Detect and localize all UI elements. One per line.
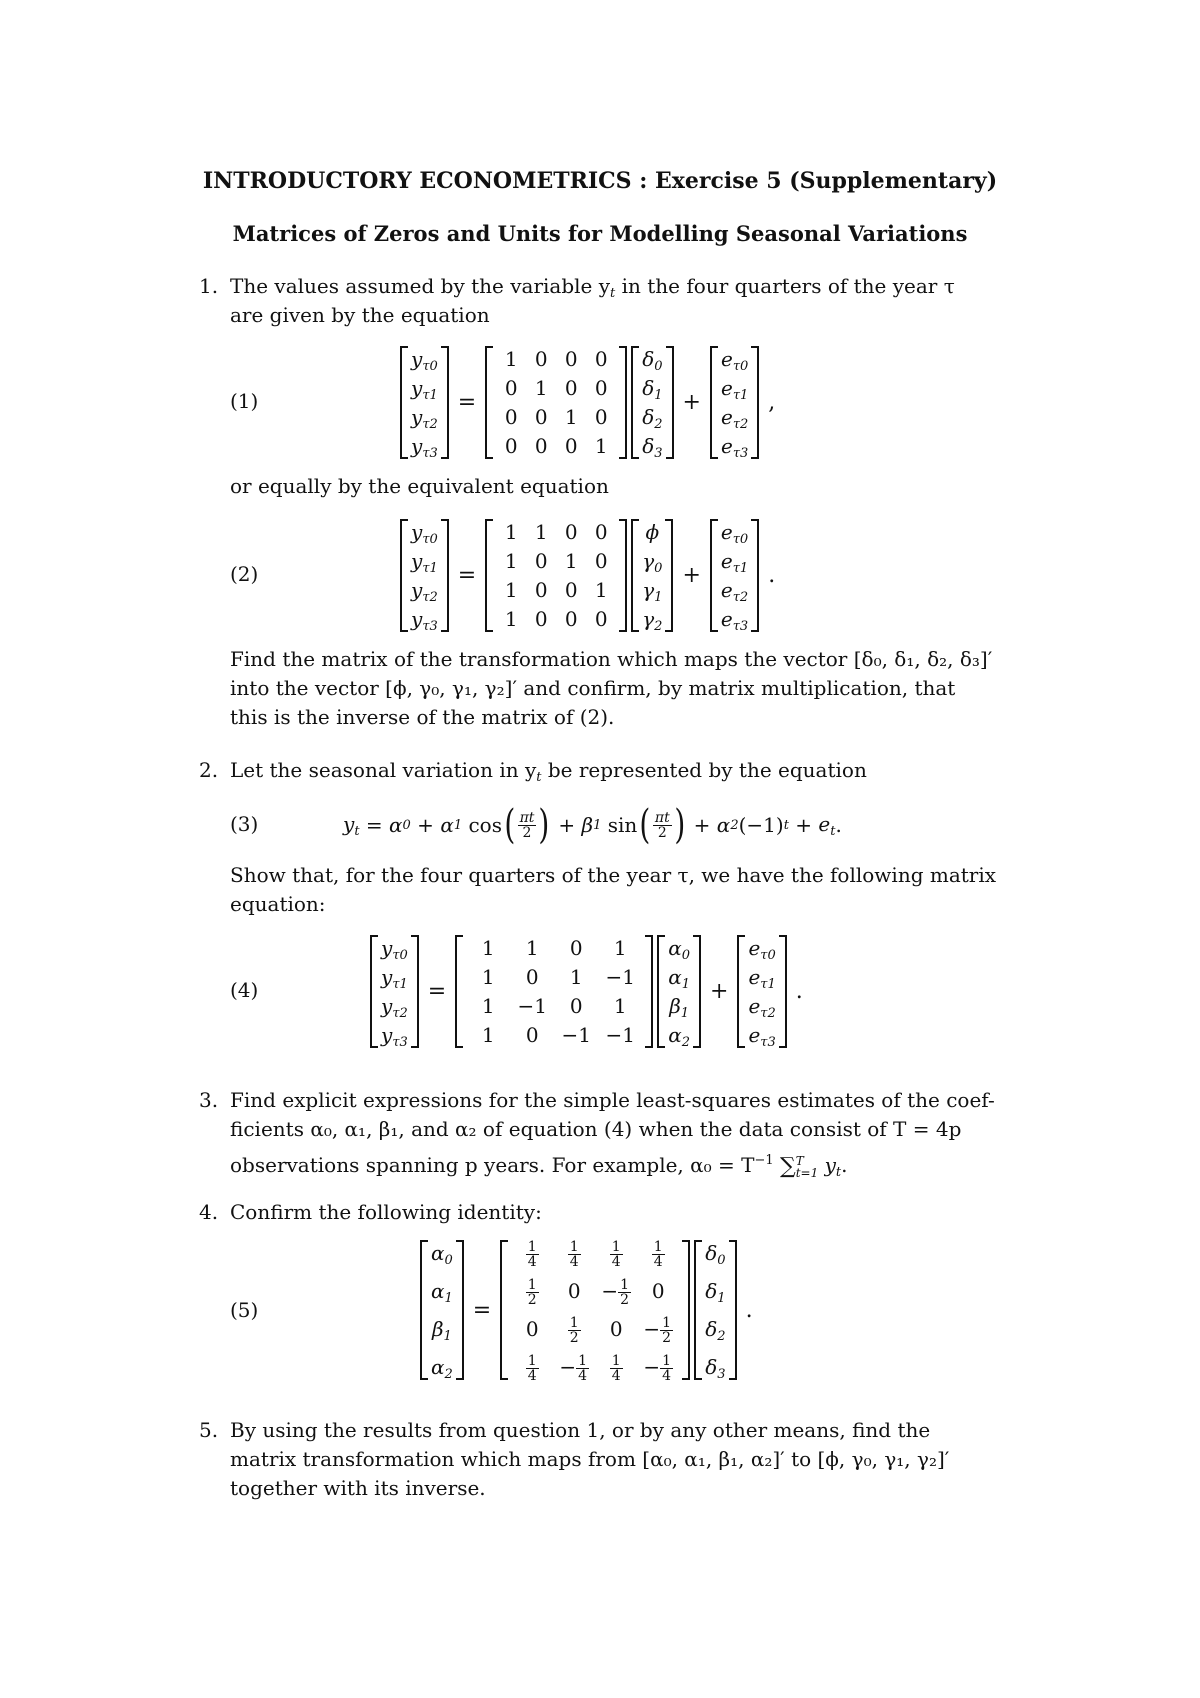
coefficient-matrix (485, 519, 627, 632)
lhs-vector (420, 1240, 464, 1380)
plus-sign: + (710, 978, 729, 1004)
parameter-vector (694, 1240, 736, 1380)
parameter-vector-entry: ϕ (645, 519, 660, 544)
coefficient-matrix-cell: 1 (504, 606, 518, 631)
coefficient-matrix-cell: 1 (564, 548, 578, 573)
coefficient-matrix-cell: 1 (594, 433, 608, 458)
error-vector-entry: $e_{\tau 1}$ (720, 548, 749, 576)
q3-line2: ficients α₀, α₁, β₁, and α₂ of equation (4) when the data consist of T = 4p (230, 1117, 962, 1141)
lhs-vector-entry: $y_{\tau 1}$ (381, 964, 408, 992)
lhs-vector-entry: $y_{\tau 1}$ (411, 548, 438, 576)
lhs-vector-entry: $y_{\tau 1}$ (411, 375, 438, 403)
coefficient-matrix (500, 1239, 690, 1384)
q1-intro: The values assumed by the variable $y_t$ in the four quarters of the year τ (230, 274, 955, 301)
coefficient-matrix-cell: 0 (651, 1279, 665, 1303)
coefficient-matrix-cell: $\frac{1}{4}$ (611, 1353, 621, 1384)
error-vector-entry: $e_{\tau 2}$ (720, 404, 749, 432)
coefficient-matrix-cell: 0 (504, 375, 518, 400)
coefficient-matrix-cell: 0 (525, 1317, 539, 1341)
lhs-vector-entry: $\beta_1$ (431, 1317, 452, 1344)
coefficient-matrix-cell: 1 (481, 964, 495, 989)
coefficient-matrix-cell: 1 (481, 1022, 495, 1047)
coefficient-matrix-cell: 1 (504, 548, 518, 573)
coefficient-matrix-cell: 0 (534, 346, 548, 371)
q5-line2: matrix transformation which maps from [α₀, α₁, β₁, α₂]′ to [ϕ, γ₀, γ₁, γ₂]′ (230, 1447, 950, 1471)
coefficient-matrix-cell: 1 (481, 993, 495, 1018)
coefficient-matrix-cell: − $\frac{1}{4}$ (559, 1353, 588, 1384)
coefficient-matrix-cell: 0 (534, 433, 548, 458)
parameter-vector-entry: $\gamma_1$ (642, 577, 663, 605)
error-vector-entry: $e_{\tau 0}$ (720, 519, 749, 547)
coefficient-matrix-cell: 0 (504, 433, 518, 458)
coefficient-matrix-cell: 1 (613, 993, 627, 1018)
lhs-vector (400, 519, 449, 632)
coefficient-matrix-cell: 1 (525, 935, 539, 960)
eq2-label: (2) (230, 562, 259, 586)
parameter-vector-entry: $\delta_2$ (705, 1317, 726, 1344)
coefficient-matrix-cell: −1 (561, 1022, 591, 1047)
lhs-vector-entry: $y_{\tau 3}$ (411, 606, 438, 634)
q3-line1: Find explicit expressions for the simple least-squares estimates of the coef- (230, 1088, 995, 1112)
coefficient-matrix-cell: 0 (564, 519, 578, 544)
coefficient-matrix-cell: 1 (564, 404, 578, 429)
punctuation: . (768, 562, 776, 588)
parameter-vector-entry: $\gamma_2$ (642, 606, 663, 634)
coefficient-matrix-cell: − $\frac{1}{4}$ (643, 1353, 672, 1384)
parameter-vector-entry: $\delta_0$ (642, 346, 663, 374)
coefficient-matrix-cell: 1 (504, 519, 518, 544)
punctuation: . (745, 1297, 753, 1323)
equals-sign: = (427, 978, 447, 1004)
equals-sign: = (457, 562, 477, 588)
coefficient-matrix-cell: 0 (594, 346, 608, 371)
coefficient-matrix-cell: 0 (569, 935, 583, 960)
parameter-vector-entry: $\delta_2$ (642, 404, 663, 432)
coefficient-matrix-cell: 0 (564, 375, 578, 400)
q2-intro: Let the seasonal variation in $y_t$ be represented by the equation (230, 758, 867, 785)
coefficient-matrix-cell: $\frac{1}{2}$ (569, 1315, 579, 1346)
lhs-vector (370, 935, 419, 1048)
coefficient-matrix-cell: 1 (481, 935, 495, 960)
coefficient-matrix-cell: 0 (594, 375, 608, 400)
error-vector-entry: $e_{\tau 1}$ (748, 964, 776, 992)
coefficient-matrix-cell: 0 (534, 577, 548, 602)
coefficient-matrix-cell: $\frac{1}{4}$ (569, 1239, 579, 1270)
coefficient-matrix-cell: 0 (564, 346, 578, 371)
parameter-vector-entry: $\alpha_2$ (668, 1022, 691, 1050)
coefficient-matrix-cell: 0 (564, 606, 578, 631)
error-vector-entry: $e_{\tau 3}$ (720, 433, 749, 461)
punctuation: , (768, 389, 776, 415)
error-vector (737, 935, 786, 1048)
parameter-vector-entry: $\alpha_0$ (668, 935, 691, 963)
document-title: INTRODUCTORY ECONOMETRICS : Exercise 5 (Supplementary) (202, 168, 998, 194)
q4-number: 4. (199, 1200, 219, 1224)
lhs-vector-entry: $\alpha_2$ (431, 1355, 453, 1382)
coefficient-matrix-cell: $\frac{1}{4}$ (611, 1239, 621, 1270)
equation-2 (400, 519, 784, 634)
eq1-label: (1) (230, 389, 259, 413)
lhs-vector-entry: $\alpha_0$ (431, 1241, 453, 1268)
lhs-vector-entry: $y_{\tau 0}$ (411, 519, 438, 547)
q3-number: 3. (199, 1088, 219, 1112)
q1-find-line3: this is the inverse of the matrix of (2). (230, 705, 615, 729)
error-vector-entry: $e_{\tau 0}$ (720, 346, 749, 374)
coefficient-matrix-cell: $\frac{1}{4}$ (527, 1353, 537, 1384)
equation-4 (370, 935, 812, 1050)
coefficient-matrix (455, 935, 653, 1048)
equation-5 (420, 1239, 762, 1384)
parameter-vector (631, 346, 673, 459)
q2-number: 2. (199, 758, 219, 782)
lhs-vector (400, 346, 449, 459)
coefficient-matrix-cell: 0 (564, 433, 578, 458)
q4-line1: Confirm the following identity: (230, 1200, 542, 1224)
coefficient-matrix-cell: 0 (504, 404, 518, 429)
coefficient-matrix-cell: 0 (594, 548, 608, 573)
q1-find-line1: Find the matrix of the transformation which maps the vector [δ₀, δ₁, δ₂, δ₃]′ (230, 647, 993, 671)
q1-find-line2: into the vector [ϕ, γ₀, γ₁, γ₂]′ and confirm, by matrix multiplication, that (230, 676, 956, 700)
coefficient-matrix-cell: 1 (594, 577, 608, 602)
q2-show-line1: Show that, for the four quarters of the year τ, we have the following matrix (230, 863, 997, 887)
coefficient-matrix-cell: 0 (594, 606, 608, 631)
q3-line3: observations spanning p years. For example, $\alpha_0 = T^{-1}$ ∑ T t=1 $y_t$. (230, 1153, 848, 1180)
parameter-vector-entry: $\delta_1$ (705, 1279, 726, 1306)
q2-show-line2: equation: (230, 892, 326, 916)
coefficient-matrix-cell: 0 (594, 519, 608, 544)
coefficient-matrix-cell: − $\frac{1}{2}$ (643, 1315, 672, 1346)
lhs-vector-entry: $\alpha_1$ (431, 1279, 453, 1306)
lhs-vector-entry: $y_{\tau 2}$ (411, 577, 438, 605)
parameter-vector-entry: $\delta_3$ (705, 1355, 726, 1382)
lhs-vector-entry: $y_{\tau 2}$ (381, 993, 408, 1021)
q5-line3: together with its inverse. (230, 1476, 486, 1500)
equals-sign: = (472, 1297, 492, 1323)
parameter-vector-entry: $\delta_0$ (705, 1241, 726, 1268)
error-vector-entry: $e_{\tau 0}$ (748, 935, 776, 963)
coefficient-matrix-cell: 0 (594, 404, 608, 429)
error-vector-entry: $e_{\tau 3}$ (748, 1022, 776, 1050)
coefficient-matrix-cell: 1 (534, 375, 548, 400)
coefficient-matrix-cell: 0 (534, 404, 548, 429)
error-vector-entry: $e_{\tau 3}$ (720, 606, 749, 634)
coefficient-matrix-cell: 0 (525, 964, 539, 989)
lhs-vector-entry: $y_{\tau 3}$ (411, 433, 438, 461)
coefficient-matrix-cell: 0 (525, 1022, 539, 1047)
equals-sign: = (457, 389, 477, 415)
coefficient-matrix-cell: −1 (517, 993, 547, 1018)
coefficient-matrix-cell: −1 (605, 1022, 635, 1047)
error-vector (710, 346, 759, 459)
error-vector-entry: $e_{\tau 1}$ (720, 375, 749, 403)
coefficient-matrix (485, 346, 627, 459)
coefficient-matrix-cell: 0 (609, 1317, 623, 1341)
error-vector-entry: $e_{\tau 2}$ (720, 577, 749, 605)
coefficient-matrix-cell: $\frac{1}{4}$ (527, 1239, 537, 1270)
lhs-vector-entry: $y_{\tau 0}$ (381, 935, 408, 963)
parameter-vector-entry: $\beta_1$ (669, 993, 690, 1021)
parameter-vector-entry: $\delta_1$ (642, 375, 663, 403)
q5-number: 5. (199, 1418, 219, 1442)
coefficient-matrix-cell: $\frac{1}{4}$ (653, 1239, 663, 1270)
parameter-vector (657, 935, 701, 1048)
parameter-vector-entry: $\delta_3$ (642, 433, 663, 461)
plus-sign: + (682, 562, 701, 588)
coefficient-matrix-cell: $\frac{1}{2}$ (527, 1277, 537, 1308)
document-subtitle: Matrices of Zeros and Units for Modelling Seasonal Variations (232, 221, 968, 246)
equation-1 (400, 346, 784, 461)
q1-connector: or equally by the equivalent equation (230, 474, 609, 498)
coefficient-matrix-cell: 1 (534, 519, 548, 544)
coefficient-matrix-cell: 1 (613, 935, 627, 960)
parameter-vector-entry: $\gamma_0$ (642, 548, 663, 576)
coefficient-matrix-cell: 0 (534, 548, 548, 573)
coefficient-matrix-cell: 0 (564, 577, 578, 602)
coefficient-matrix-cell: 1 (504, 346, 518, 371)
parameter-vector-entry: $\alpha_1$ (668, 964, 691, 992)
coefficient-matrix-cell: 1 (504, 577, 518, 602)
error-vector-entry: $e_{\tau 2}$ (748, 993, 776, 1021)
coefficient-matrix-cell: −1 (605, 964, 635, 989)
error-vector (710, 519, 759, 632)
coefficient-matrix-cell: 0 (569, 993, 583, 1018)
eq4-label: (4) (230, 978, 259, 1002)
eq3-label: (3) (230, 812, 259, 836)
coefficient-matrix-cell: 0 (534, 606, 548, 631)
coefficient-matrix-cell: 0 (567, 1279, 581, 1303)
lhs-vector-entry: $y_{\tau 3}$ (381, 1022, 408, 1050)
lhs-vector-entry: $y_{\tau 0}$ (411, 346, 438, 374)
plus-sign: + (682, 389, 701, 415)
coefficient-matrix-cell: − $\frac{1}{2}$ (601, 1277, 630, 1308)
equation-3: $y_t$ = α 0 + α 1 cos ( $\frac{\pi t}{2}$ ) + β 1 sin ( $\frac{\pi t}{2}$ ) + α 2 (−1) t + $e_t$ . (343, 802, 842, 848)
coefficient-matrix-cell: 1 (569, 964, 583, 989)
eq5-label: (5) (230, 1298, 259, 1322)
q1-number: 1. (199, 274, 219, 298)
q5-line1: By using the results from question 1, or by any other means, find the (230, 1418, 931, 1442)
lhs-vector-entry: $y_{\tau 2}$ (411, 404, 438, 432)
punctuation: . (795, 978, 803, 1004)
q1-intro-line2: are given by the equation (230, 303, 490, 327)
parameter-vector (631, 519, 673, 632)
